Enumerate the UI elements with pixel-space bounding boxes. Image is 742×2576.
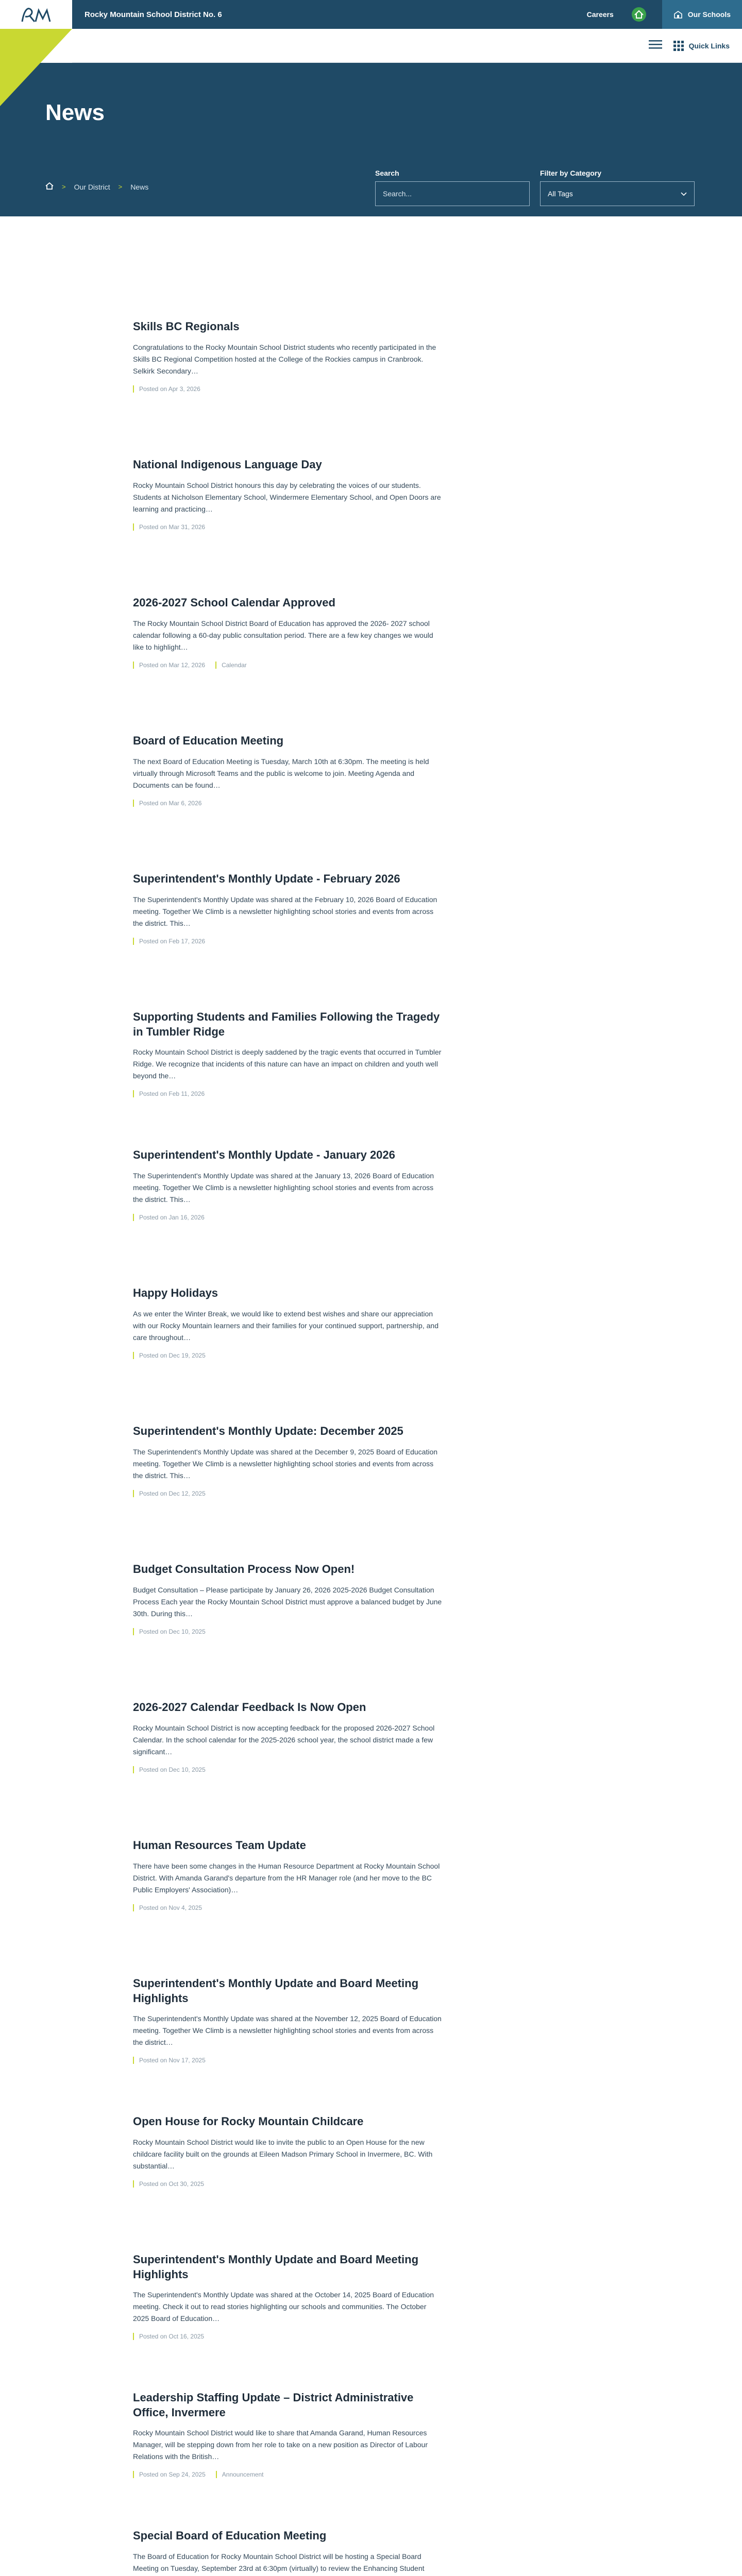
search-input[interactable] bbox=[375, 181, 530, 206]
quick-links-label: Quick Links bbox=[688, 41, 730, 50]
meta-accent-bar bbox=[133, 1214, 134, 1221]
article-meta bbox=[133, 2333, 442, 2340]
article-title[interactable]: Skills BC Regionals bbox=[133, 320, 240, 333]
article-excerpt: Rocky Mountain School District would like to share that Amanda Garand, Human Resources Manager, will be stepping down from her role to take on a new position as Director of Labour Relations with the British… bbox=[133, 2429, 428, 2461]
article-meta bbox=[133, 2471, 442, 2478]
article-date: Posted on Apr 3, 2026 bbox=[139, 385, 200, 393]
news-article bbox=[133, 1700, 442, 1838]
news-article bbox=[133, 1286, 442, 1424]
article-title[interactable]: 2026-2027 Calendar Feedback Is Now Open bbox=[133, 1701, 366, 1714]
news-article bbox=[133, 1562, 442, 1700]
site-name[interactable]: Rocky Mountain School District No. 6 bbox=[85, 10, 222, 19]
meta-accent-bar bbox=[133, 2333, 134, 2340]
article-title[interactable]: Board of Education Meeting bbox=[133, 734, 284, 747]
article-meta bbox=[133, 385, 442, 393]
category-filter bbox=[540, 169, 695, 206]
news-article bbox=[133, 319, 442, 457]
news-article bbox=[133, 872, 442, 1010]
breadcrumb-separator-icon: > bbox=[118, 183, 123, 191]
category-select[interactable] bbox=[540, 181, 695, 206]
article-excerpt: Congratulations to the Rocky Mountain School District students who recently participated in the Skills BC Regional Competition hosted at the College of the Rockies campus in Cranbrook. Selkirk Secondary… bbox=[133, 343, 436, 375]
meta-accent-bar bbox=[133, 1352, 134, 1359]
article-date: Posted on Jan 16, 2026 bbox=[139, 1213, 205, 1221]
breadcrumb-separator-icon: > bbox=[62, 183, 66, 191]
breadcrumb-current: News bbox=[130, 182, 149, 191]
article-title[interactable]: Supporting Students and Families Following the Tragedy in Tumbler Ridge bbox=[133, 1010, 440, 1038]
article-date: Posted on Dec 10, 2025 bbox=[139, 1628, 206, 1635]
careers-link[interactable]: Careers bbox=[586, 10, 614, 19]
article-date: Posted on Feb 11, 2026 bbox=[139, 1090, 205, 1098]
article-date: Posted on Dec 19, 2025 bbox=[139, 1351, 206, 1359]
accent-triangle bbox=[0, 29, 72, 106]
news-article bbox=[133, 2529, 442, 2576]
article-title[interactable]: Special Board of Education Meeting bbox=[133, 2529, 327, 2542]
menu-icon[interactable] bbox=[649, 39, 662, 52]
page-title: News bbox=[45, 100, 105, 125]
meta-accent-bar bbox=[216, 2471, 217, 2478]
our-schools-button[interactable] bbox=[662, 0, 742, 29]
breadcrumb bbox=[45, 182, 148, 191]
category-label: Filter by Category bbox=[540, 169, 602, 177]
article-date: Posted on Oct 16, 2025 bbox=[139, 2333, 205, 2341]
meta-accent-bar bbox=[133, 523, 134, 531]
article-date: Posted on Mar 12, 2026 bbox=[139, 661, 206, 669]
meta-accent-bar bbox=[133, 385, 134, 393]
news-article bbox=[133, 2391, 442, 2529]
quick-links-button[interactable] bbox=[673, 41, 730, 51]
news-article bbox=[133, 1976, 442, 2114]
article-meta bbox=[133, 800, 442, 807]
article-title[interactable]: Budget Consultation Process Now Open! bbox=[133, 1563, 355, 1575]
article-meta bbox=[133, 1628, 442, 1635]
news-article bbox=[133, 1424, 442, 1562]
news-article bbox=[133, 1010, 442, 1148]
news-list bbox=[133, 216, 442, 2576]
article-date: Posted on Mar 6, 2026 bbox=[139, 799, 202, 807]
article-date: Posted on Feb 17, 2026 bbox=[139, 937, 206, 945]
article-meta bbox=[133, 523, 442, 531]
article-excerpt: The Rocky Mountain School District Board of Education has approved the 2026- 2027 school calendar following a 60-day public consultation period. There are a few key changes we would like to highlight… bbox=[133, 619, 433, 651]
article-date: Posted on Dec 12, 2025 bbox=[139, 1489, 206, 1497]
category-select-value: All Tags bbox=[548, 190, 573, 198]
meta-accent-bar bbox=[133, 2471, 134, 2478]
article-excerpt: The Superintendent's Monthly Update was shared at the February 10, 2026 Board of Education meeting. Together We Climb is a newsletter highlighting school stories and events from across the district. This… bbox=[133, 895, 437, 927]
district-logo[interactable] bbox=[0, 0, 72, 29]
article-excerpt: As we enter the Winter Break, we would like to extend best wishes and share our appreciation with our Rocky Mountain learners and their families for your continued support, partnership, and care throughout… bbox=[133, 1309, 439, 1342]
rm-logo-icon bbox=[18, 4, 54, 25]
article-excerpt: The Board of Education for Rocky Mountain School District will be hosting a Special Board Meeting on Tuesday, September 23rd at 6:30pm (virtually) to review the Enhancing Student bbox=[133, 2552, 425, 2572]
search-label: Search bbox=[375, 169, 399, 177]
article-date: Posted on Sep 24, 2025 bbox=[139, 2471, 206, 2479]
meta-accent-bar bbox=[133, 2180, 134, 2188]
article-date: Posted on Oct 30, 2025 bbox=[139, 2180, 205, 2188]
article-excerpt: The Superintendent's Monthly Update was shared at the November 12, 2025 Board of Education meeting. Together We Climb is a newsletter highlighting school stories and events from across the district… bbox=[133, 2014, 442, 2047]
secondary-nav bbox=[72, 29, 742, 63]
article-excerpt: The Superintendent's Monthly Update was shared at the December 9, 2025 Board of Education meeting. Together We Climb is a newsletter highlighting school stories and events from across the district. This… bbox=[133, 1447, 438, 1480]
article-date: Posted on Nov 4, 2025 bbox=[139, 1904, 203, 1911]
article-title[interactable]: Open House for Rocky Mountain Childcare bbox=[133, 2115, 364, 2128]
article-excerpt: Rocky Mountain School District is now accepting feedback for the proposed 2026-2027 School Calendar. In the school calendar for the 2025-2026 school year, the school district made a few significant… bbox=[133, 1723, 435, 1756]
school-icon bbox=[673, 10, 683, 19]
article-excerpt: The next Board of Education Meeting is Tuesday, March 10th at 6:30pm. The meeting is held virtually through Microsoft Teams and the public is welcome to join. Meeting Agenda and Documents can be found… bbox=[133, 757, 429, 789]
meta-accent-bar bbox=[133, 938, 134, 945]
meta-accent-bar bbox=[215, 662, 216, 669]
top-bar bbox=[0, 0, 742, 29]
article-title[interactable]: National Indigenous Language Day bbox=[133, 458, 322, 471]
article-date: Posted on Nov 17, 2025 bbox=[139, 2057, 206, 2064]
article-meta bbox=[133, 938, 442, 945]
news-article bbox=[133, 734, 442, 872]
article-meta bbox=[133, 1490, 442, 1497]
article-category[interactable]: Calendar bbox=[222, 661, 247, 669]
breadcrumb-home-icon[interactable] bbox=[45, 182, 54, 191]
meta-accent-bar bbox=[133, 800, 134, 807]
meta-accent-bar bbox=[133, 662, 134, 669]
article-title[interactable]: Superintendent's Monthly Update - February 2026 bbox=[133, 872, 400, 885]
meta-accent-bar bbox=[133, 1766, 134, 1773]
article-meta bbox=[133, 2057, 442, 2064]
search-filter bbox=[375, 169, 530, 206]
meta-accent-bar bbox=[133, 1490, 134, 1497]
article-meta bbox=[133, 662, 442, 669]
article-excerpt: Rocky Mountain School District would like to invite the public to an Open House for the new childcare facility built on the grounds at Eileen Madson Primary School in Invermere, BC. With substantial… bbox=[133, 2138, 433, 2170]
article-meta bbox=[133, 1766, 442, 1773]
article-title[interactable]: Superintendent's Monthly Update - January 2026 bbox=[133, 1148, 395, 1161]
article-title[interactable]: Superintendent's Monthly Update: December 2025 bbox=[133, 1425, 403, 1437]
article-excerpt: Rocky Mountain School District is deeply saddened by the tragic events that occurred in Tumbler Ridge. We recognize that incidents of this nature can have an impact on children and youth well beyond the… bbox=[133, 1048, 442, 1080]
article-title[interactable]: Human Resources Team Update bbox=[133, 1839, 306, 1852]
article-title[interactable]: Happy Holidays bbox=[133, 1286, 218, 1299]
news-article bbox=[133, 2114, 442, 2252]
article-meta bbox=[133, 1090, 442, 1097]
article-excerpt: Budget Consultation – Please participate by January 26, 2026 2025-2026 Budget Consultation Process Each year the Rocky Mountain School District must approve a balanced budget by June 30th. During this… bbox=[133, 1585, 442, 1618]
article-excerpt: The Superintendent's Monthly Update was shared at the January 13, 2026 Board of Education meeting. Together We Climb is a newsletter highlighting school stories and events from across the district. This… bbox=[133, 1171, 434, 1204]
article-title[interactable]: 2026-2027 School Calendar Approved bbox=[133, 596, 335, 609]
article-date: Posted on Dec 10, 2025 bbox=[139, 1766, 206, 1773]
grid-icon bbox=[673, 41, 684, 51]
breadcrumb-our-district[interactable]: Our District bbox=[74, 182, 110, 191]
article-excerpt: Rocky Mountain School District honours this day by celebrating the voices of our students. Students at Nicholson Elementary School, Windermere Elementary School, and Open Doors are learning and practicing… bbox=[133, 481, 441, 513]
article-category[interactable]: Announcement bbox=[222, 2471, 264, 2479]
meta-accent-bar bbox=[133, 1628, 134, 1635]
article-date: Posted on Mar 31, 2026 bbox=[139, 523, 206, 531]
chevron-down-icon bbox=[681, 190, 687, 198]
article-meta bbox=[133, 2180, 442, 2188]
article-meta bbox=[133, 1214, 442, 1221]
page-hero bbox=[0, 63, 742, 216]
meta-accent-bar bbox=[133, 1090, 134, 1097]
news-article bbox=[133, 1148, 442, 1286]
news-article bbox=[133, 457, 442, 596]
article-excerpt: The Superintendent's Monthly Update was shared at the October 14, 2025 Board of Education meeting. Check it out to read stories highlighting our schools and communities. The October 2025 Board of Education… bbox=[133, 2291, 434, 2323]
article-title[interactable]: Superintendent's Monthly Update and Board Meeting Highlights bbox=[133, 2253, 419, 2281]
site-header bbox=[0, 0, 742, 63]
news-article bbox=[133, 2252, 442, 2391]
meta-accent-bar bbox=[133, 2057, 134, 2064]
article-title[interactable]: Leadership Staffing Update – District Administrative Office, Invermere bbox=[133, 2391, 414, 2419]
news-article bbox=[133, 1838, 442, 1976]
article-excerpt: There have been some changes in the Human Resource Department at Rocky Mountain School District. With Amanda Garand's departure from the HR Manager role (and her move to the BC Public Employers' Association)… bbox=[133, 1861, 440, 1894]
meta-accent-bar bbox=[133, 1904, 134, 1911]
home-icon[interactable] bbox=[631, 7, 647, 22]
article-meta bbox=[133, 1352, 442, 1359]
news-article bbox=[133, 596, 442, 734]
article-meta bbox=[133, 1904, 442, 1911]
article-title[interactable]: Superintendent's Monthly Update and Board Meeting Highlights bbox=[133, 1977, 419, 2005]
our-schools-label: Our Schools bbox=[687, 10, 731, 19]
